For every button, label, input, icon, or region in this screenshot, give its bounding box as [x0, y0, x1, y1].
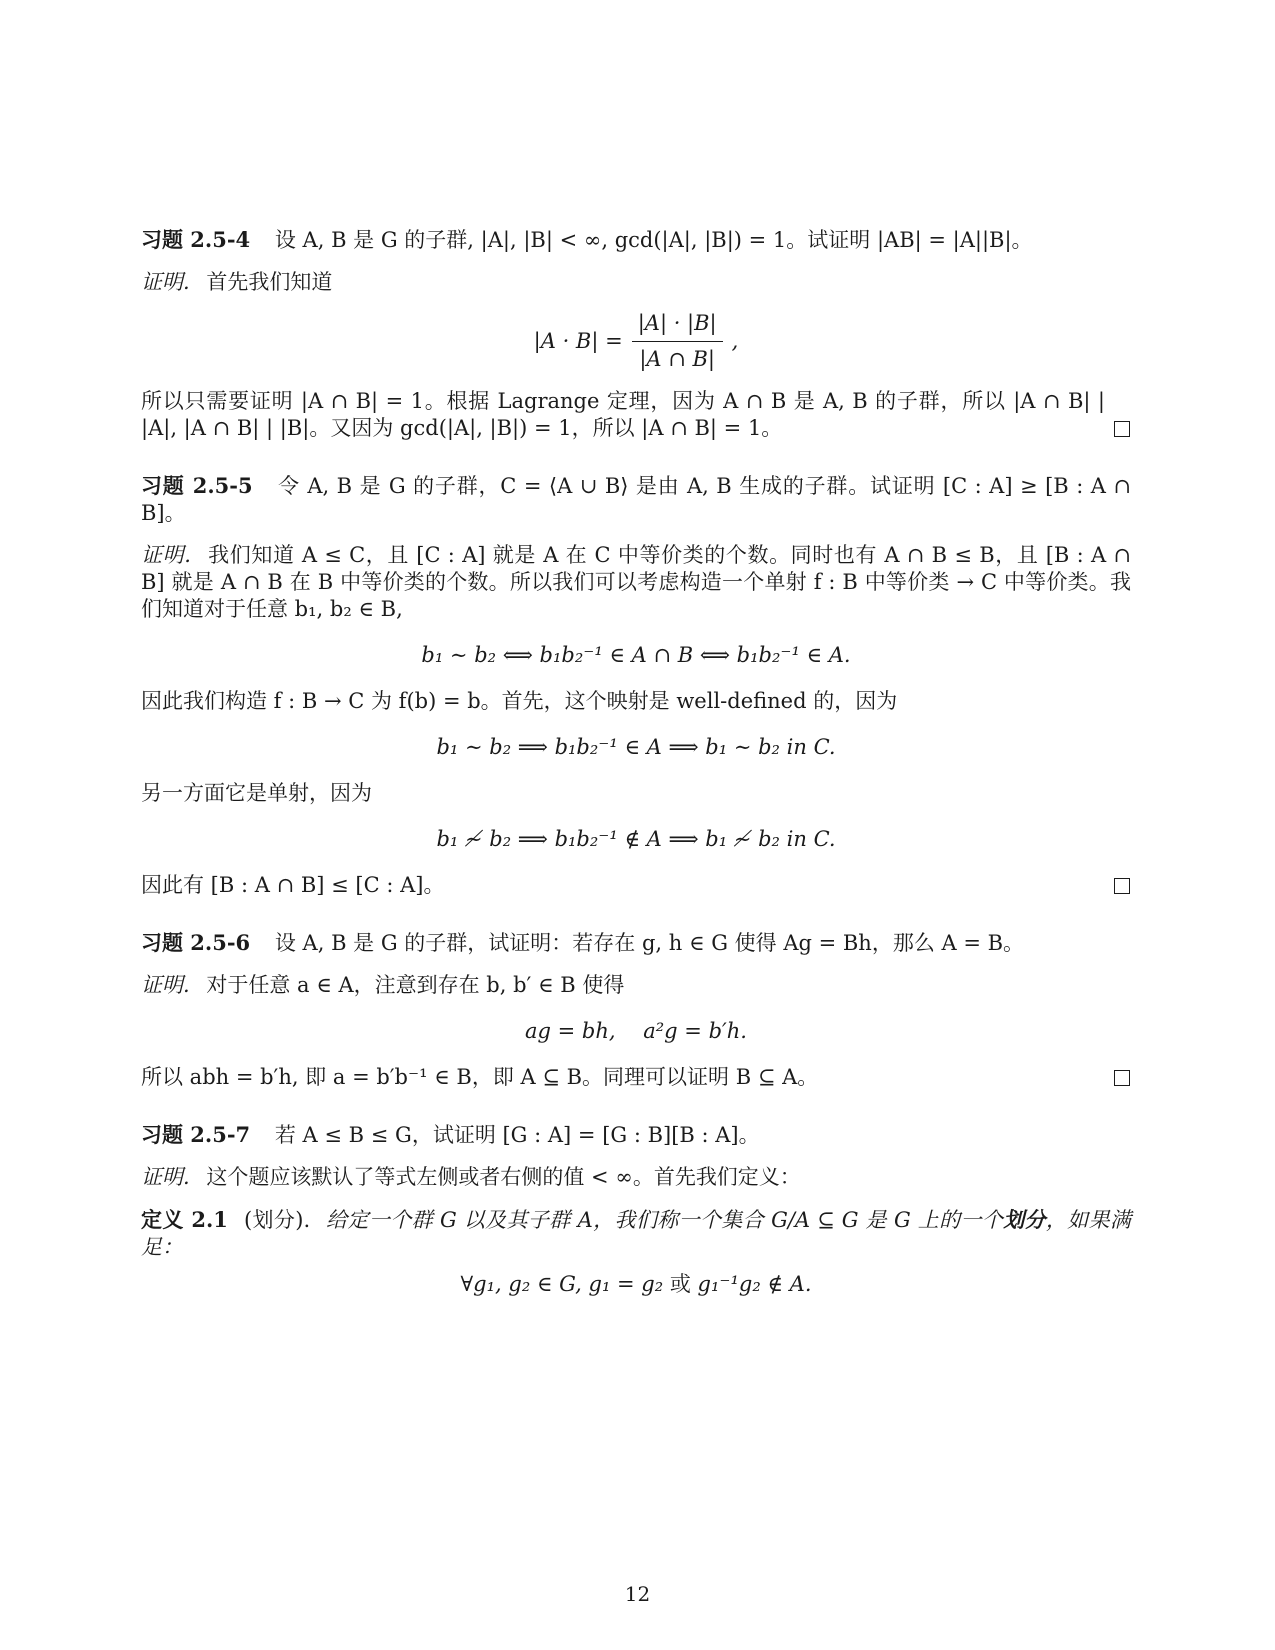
definition-2-1-body-tail: ，如果满足： — [141, 1208, 1131, 1259]
proof-label: 证明. — [141, 1165, 190, 1189]
proof-2-5-4-intro-text: 首先我们知道 — [206, 270, 333, 294]
proof-2-5-5-para3 — [141, 780, 1131, 807]
exercise-2-5-4-statement: 设 A, B 是 G 的子群, |A|, |B| < ∞, gcd(|A|, |B|) = 1。试证明 |AB| = |A||B|。 — [274, 228, 1033, 252]
exercise-2-5-7-statement: 若 A ≤ B ≤ G，试证明 [G : A] = [G : B][B : A]。 — [274, 1123, 760, 1147]
proof-2-5-7-para1 — [141, 1164, 1131, 1191]
definition-2-1 — [141, 1206, 1131, 1261]
proof-2-5-4-intro — [141, 269, 1131, 296]
formula-tail: , — [731, 329, 739, 353]
formula-text-tail: g₁⁻¹g₂ ∉ A. — [690, 1272, 812, 1296]
display-formula-equivalence — [141, 642, 1131, 669]
display-formula-partition-condition — [141, 1271, 1131, 1298]
exercise-2-5-6-heading — [141, 929, 1131, 957]
exercise-2-5-4-heading — [141, 226, 1131, 254]
proof-2-5-5-para1-text: 我们知道 A ≤ C，且 [C : A] 就是 A 在 C 中等价类的个数。同时也有 A ∩ B ≤ B，且 [B : A ∩ B] 就是 A ∩ B 在 B 中等价类的个数。所以我们可以考虑构造一个单射 f : B 中等价类 → C 中等价类。我们知道对于任意 b₁, b₂ ∈ B, — [141, 543, 1131, 621]
exercise-2-5-4-label: 习题 2.5-4 — [141, 227, 251, 252]
proof-label: 证明. — [141, 270, 190, 294]
proof-2-5-5-conclusion — [141, 872, 1131, 899]
proof-2-5-5-para3-text: 另一方面它是单射，因为 — [141, 781, 372, 805]
definition-2-1-term: 划分 — [1003, 1207, 1046, 1232]
display-formula-coset-equations — [141, 1018, 1131, 1045]
proof-2-5-5-conclusion-text: 因此有 [B : A ∩ B] ≤ [C : A]。 — [141, 873, 445, 897]
exercise-2-5-6-statement: 设 A, B 是 G 的子群，试证明：若存在 g, h ∈ G 使得 Ag = Bh，那么 A = B。 — [274, 931, 1025, 955]
qed-box — [1114, 878, 1130, 894]
proof-2-5-4-body — [141, 388, 1131, 442]
formula-or-word: 或 — [669, 1272, 691, 1296]
page-number: 12 — [624, 1582, 651, 1606]
proof-2-5-5-para2 — [141, 688, 1131, 715]
formula-text: b₁ ∼ b₂ ⟹ b₁b₂⁻¹ ∈ A ⟹ b₁ ∼ b₂ in C. — [436, 735, 836, 759]
exercise-2-5-5-label: 习题 2.5-5 — [141, 473, 253, 498]
fraction — [632, 310, 723, 373]
formula-text: b₁ ≁ b₂ ⟹ b₁b₂⁻¹ ∉ A ⟹ b₁ ≁ b₂ in C. — [436, 827, 836, 851]
definition-2-1-name: (划分). — [243, 1208, 311, 1232]
qed-box — [1114, 1070, 1130, 1086]
formula-text: ∀g₁, g₂ ∈ G, g₁ = g₂ — [460, 1272, 670, 1296]
exercise-2-5-7-heading — [141, 1121, 1131, 1149]
page-content — [141, 226, 1131, 1298]
fraction-numerator: |A| · |B| — [632, 310, 723, 342]
definition-2-1-body: 给定一个群 G 以及其子群 A，我们称一个集合 G/A ⊆ G 是 G 上的一个 — [326, 1208, 1004, 1232]
formula-text: b₁ ∼ b₂ ⟺ b₁b₂⁻¹ ∈ A ∩ B ⟺ b₁b₂⁻¹ ∈ A. — [421, 643, 851, 667]
definition-2-1-label: 定义 2.1 — [141, 1207, 228, 1232]
proof-2-5-6-conclusion-text: 所以 abh = b′h, 即 a = b′b⁻¹ ∈ B，即 A ⊆ B。同理可以证明 B ⊆ A。 — [141, 1065, 819, 1089]
formula-text: ag = bh, a²g = b′h. — [525, 1019, 747, 1043]
proof-label: 证明. — [141, 543, 191, 567]
proof-2-5-6-para1 — [141, 972, 1131, 999]
proof-2-5-5-para1 — [141, 542, 1131, 623]
exercise-2-5-7-label: 习题 2.5-7 — [141, 1122, 251, 1147]
proof-2-5-5-para2-text: 因此我们构造 f : B → C 为 f(b) = b。首先，这个映射是 well-defined 的，因为 — [141, 689, 898, 713]
proof-2-5-6-conclusion — [141, 1064, 1131, 1091]
proof-2-5-6-para1-text: 对于任意 a ∈ A，注意到存在 b, b′ ∈ B 使得 — [206, 973, 625, 997]
display-formula-product-order — [141, 310, 1131, 373]
fraction-denominator: |A ∩ B| — [639, 347, 716, 371]
exercise-2-5-5-heading — [141, 472, 1131, 527]
qed-box — [1114, 421, 1130, 437]
exercise-2-5-5-statement: 令 A, B 是 G 的子群，C = ⟨A ∪ B⟩ 是由 A, B 生成的子群。试证明 [C : A] ≥ [B : A ∩ B]。 — [141, 474, 1131, 525]
proof-2-5-4-body-text: 所以只需要证明 |A ∩ B| = 1。根据 Lagrange 定理，因为 A ∩ B 是 A, B 的子群，所以 |A ∩ B| | |A|, |A ∩ B| | |B|。又因为 gcd(|A|, |B|) = 1，所以 |A ∩ B| = 1。 — [141, 389, 1105, 440]
proof-2-5-7-para1-text: 这个题应该默认了等式左侧或者右侧的值 < ∞。首先我们定义： — [206, 1165, 801, 1189]
display-formula-injective — [141, 826, 1131, 853]
formula-lhs: |A · B| = — [533, 329, 623, 353]
proof-label: 证明. — [141, 973, 190, 997]
display-formula-well-defined — [141, 734, 1131, 761]
exercise-2-5-6-label: 习题 2.5-6 — [141, 930, 251, 955]
